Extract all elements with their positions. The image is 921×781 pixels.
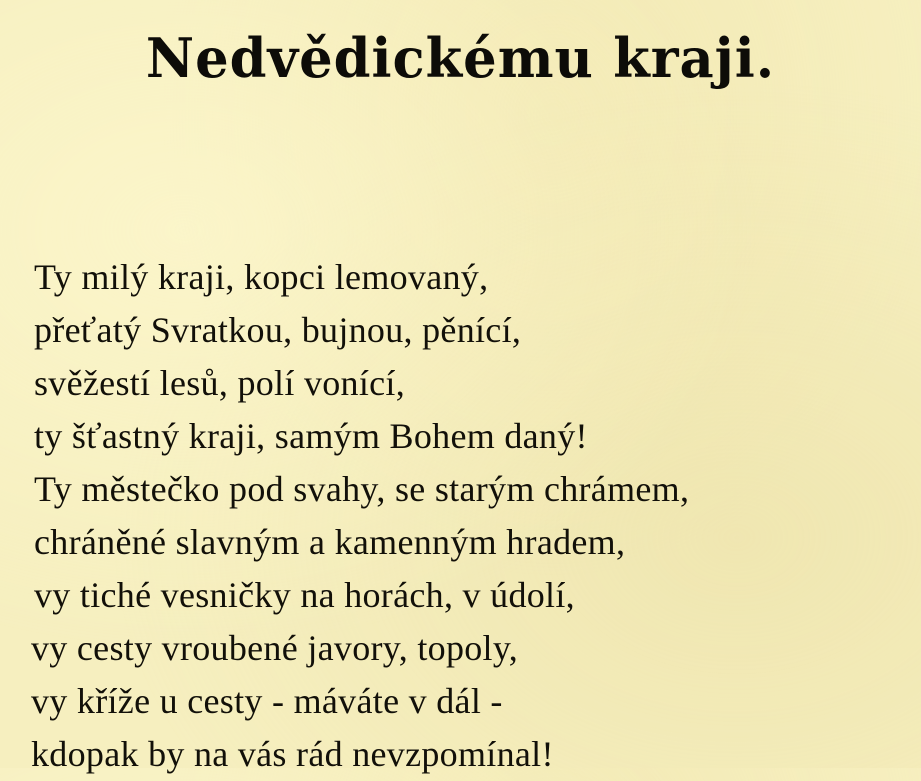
poem-line: přeťatý Svratkou, bujnou, pěnící, <box>34 310 522 350</box>
poem-line: vy tiché vesničky na horách, v údolí, <box>34 575 575 615</box>
poem-line: vy kříže u cesty - máváte v dál - <box>31 681 503 721</box>
poem-body <box>31 251 690 781</box>
poem-line: svěžestí lesů, polí vonící, <box>34 363 406 403</box>
poem-line: vy cesty vroubené javory, topoly, <box>31 628 519 668</box>
poem-line: ty šťastný kraji, samým Bohem daný! <box>34 416 588 456</box>
poem-line: Ty městečko pod svahy, se starým chrámem, <box>34 469 690 509</box>
poem-line: Ty milý kraji, kopci lemovaný, <box>34 257 489 297</box>
poem-line: chráněné slavným a kamenným hradem, <box>34 522 626 562</box>
poem-line: kdopak by na vás rád nevzpomínal! <box>31 734 554 774</box>
poem-title: Nedvědickému kraji. <box>145 26 776 90</box>
